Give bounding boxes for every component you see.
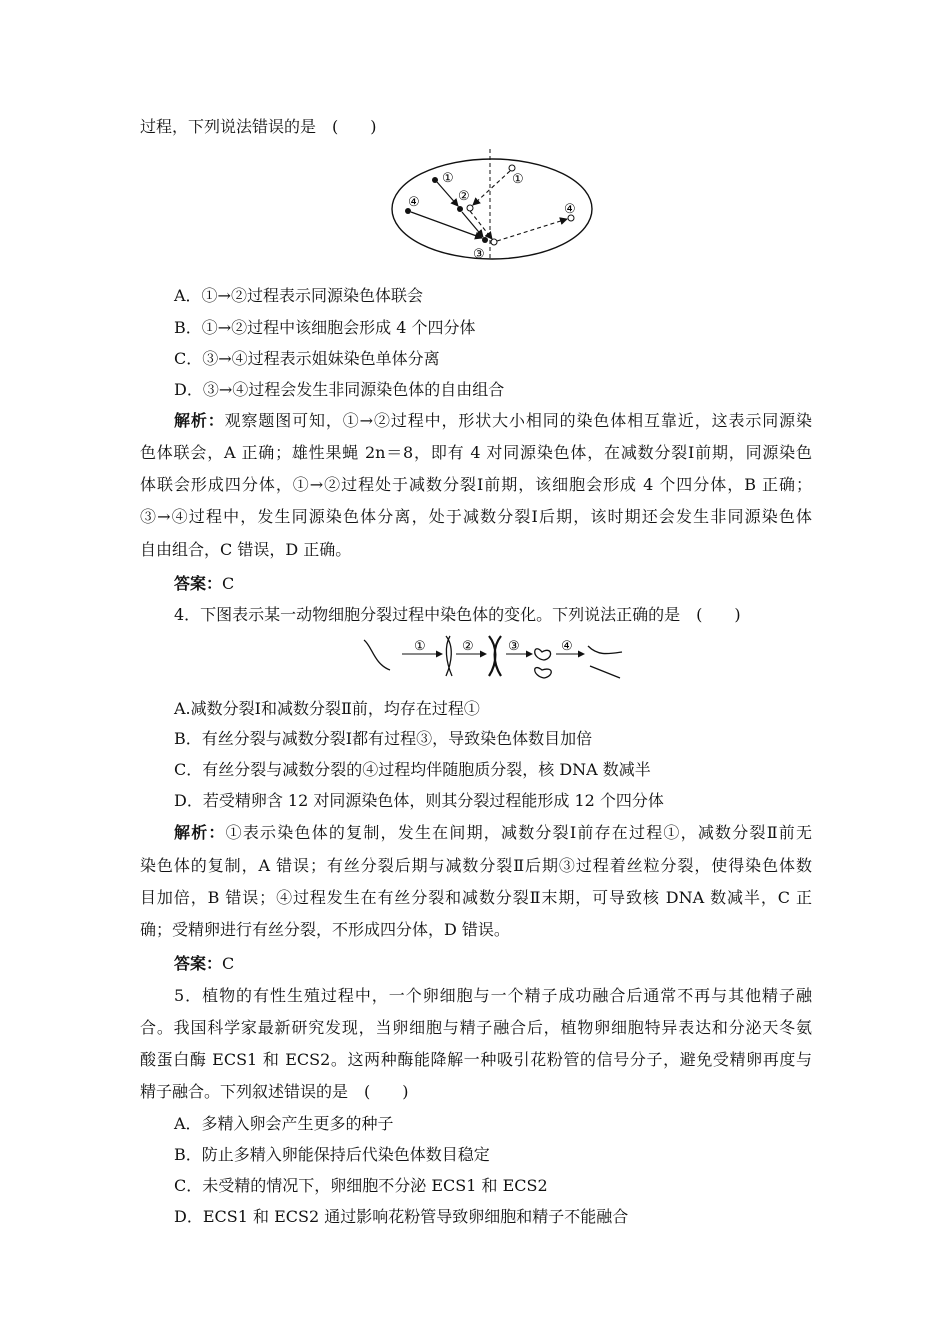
q3-answer-label: 答案： [174,574,223,593]
q5-stem-line-2: 合。我国科学家最新研究发现，当卵细胞与精子融合后，植物卵细胞特异表达和分泌天冬氨 [140,1018,812,1037]
q4-analysis-line-3: 目加倍，B 错误；④过程发生在有丝分裂和减数分裂Ⅱ末期，可导致核 DNA 数减半，C 正 [140,888,812,907]
q4-figure-label-4: ④ [561,639,573,654]
q4-analysis-text-1: ①表示染色体的复制，发生在间期，减数分裂Ⅰ前存在过程①，减数分裂Ⅱ前无 [225,823,812,842]
q3-option-b: B．①→②过程中该细胞会形成 4 个四分体 [174,318,476,337]
q5-stem-line-1: 5．植物的有性生殖过程中，一个卵细胞与一个精子成功融合后通常不再与其他精子融 [174,986,812,1005]
q4-analysis-line-4: 确；受精卵进行有丝分裂，不形成四分体，D 错误。 [140,920,510,939]
q4-analysis-label: 解析： [174,823,226,842]
q4-option-a: A.减数分裂Ⅰ和减数分裂Ⅱ前，均存在过程① [174,699,480,718]
q4-stem: 4．下图表示某一动物细胞分裂过程中染色体的变化。下列说法正确的是 ( ) [174,605,741,624]
q5-stem-line-3: 酸蛋白酶 ECS1 和 ECS2。这两种酶能降解一种吸引花粉管的信号分子，避免受精卵再度与 [140,1050,812,1069]
q3-option-d: D．③→④过程会发生非同源染色体的自由组合 [174,380,505,399]
q4-answer [174,953,234,975]
q3-analysis-line-1 [174,410,812,432]
q4-analysis-line-1 [174,822,812,844]
q4-figure-label-2: ② [462,639,474,654]
q3-answer-value: C [222,574,235,593]
q5-stem-line-4: 精子融合。下列叙述错误的是 ( ) [140,1082,409,1101]
q4-figure-label-3: ③ [508,639,520,654]
q3-cell-figure [388,147,600,263]
q3-analysis-line-4: ③→④过程中，发生同源染色体分离，处于减数分裂Ⅰ后期，该时期还会发生非同源染色体 [140,507,812,526]
q3-analysis-text-1: 观察题图可知，①→②过程中，形状大小相同的染色体相互靠近，这表示同源染 [224,411,812,430]
q4-analysis-line-2: 染色体的复制，A 错误；有丝分裂后期与减数分裂Ⅱ后期③过程着丝粒分裂，使得染色体数 [140,856,812,875]
q3-option-a: A．①→②过程表示同源染色体联会 [174,286,423,305]
q3-analysis-line-3: 体联会形成四分体，①→②过程处于减数分裂Ⅰ前期，该细胞会形成 4 个四分体，B 正确； [140,475,812,494]
q3-figure-label-4: ④ [408,195,420,210]
q3-analysis-label: 解析： [174,411,225,430]
q4-option-c: C．有丝分裂与减数分裂的④过程均伴随胞质分裂，核 DNA 数减半 [174,760,651,779]
q3-figure-label-1: ① [442,171,454,186]
q3-answer [174,573,234,595]
q5-option-c: C．未受精的情况下，卵细胞不分泌 ECS1 和 ECS2 [174,1176,548,1195]
q3-figure-label-4b: ④ [564,202,576,217]
q4-option-d: D．若受精卵含 12 对同源染色体，则其分裂过程能形成 12 个四分体 [174,791,664,810]
q3-option-c: C．③→④过程表示姐妹染色单体分离 [174,349,440,368]
q4-chromosome-figure [358,632,624,688]
q3-figure-label-1b: ① [512,172,524,187]
q3-analysis-line-5: 自由组合，C 错误，D 正确。 [140,540,352,559]
q5-option-b: B．防止多精入卵能保持后代染色体数目稳定 [174,1145,490,1164]
q5-option-d: D．ECS1 和 ECS2 通过影响花粉管导致卵细胞和精子不能融合 [174,1207,629,1226]
q4-figure-label-1: ① [414,639,426,654]
q3-figure-label-2: ② [458,189,470,204]
q5-option-a: A．多精入卵会产生更多的种子 [174,1114,394,1133]
q4-answer-value: C [222,954,235,973]
q3-stem: 过程，下列说法错误的是 ( ) [140,117,377,136]
q4-answer-label: 答案： [174,954,223,973]
q3-analysis-line-2: 色体联会，A 正确；雄性果蝇 2n＝8，即有 4 对同源染色体，在减数分裂Ⅰ前期，同源染色 [140,443,812,462]
q4-option-b: B．有丝分裂与减数分裂Ⅰ都有过程③，导致染色体数目加倍 [174,729,593,748]
q3-figure-label-3: ③ [473,247,485,262]
